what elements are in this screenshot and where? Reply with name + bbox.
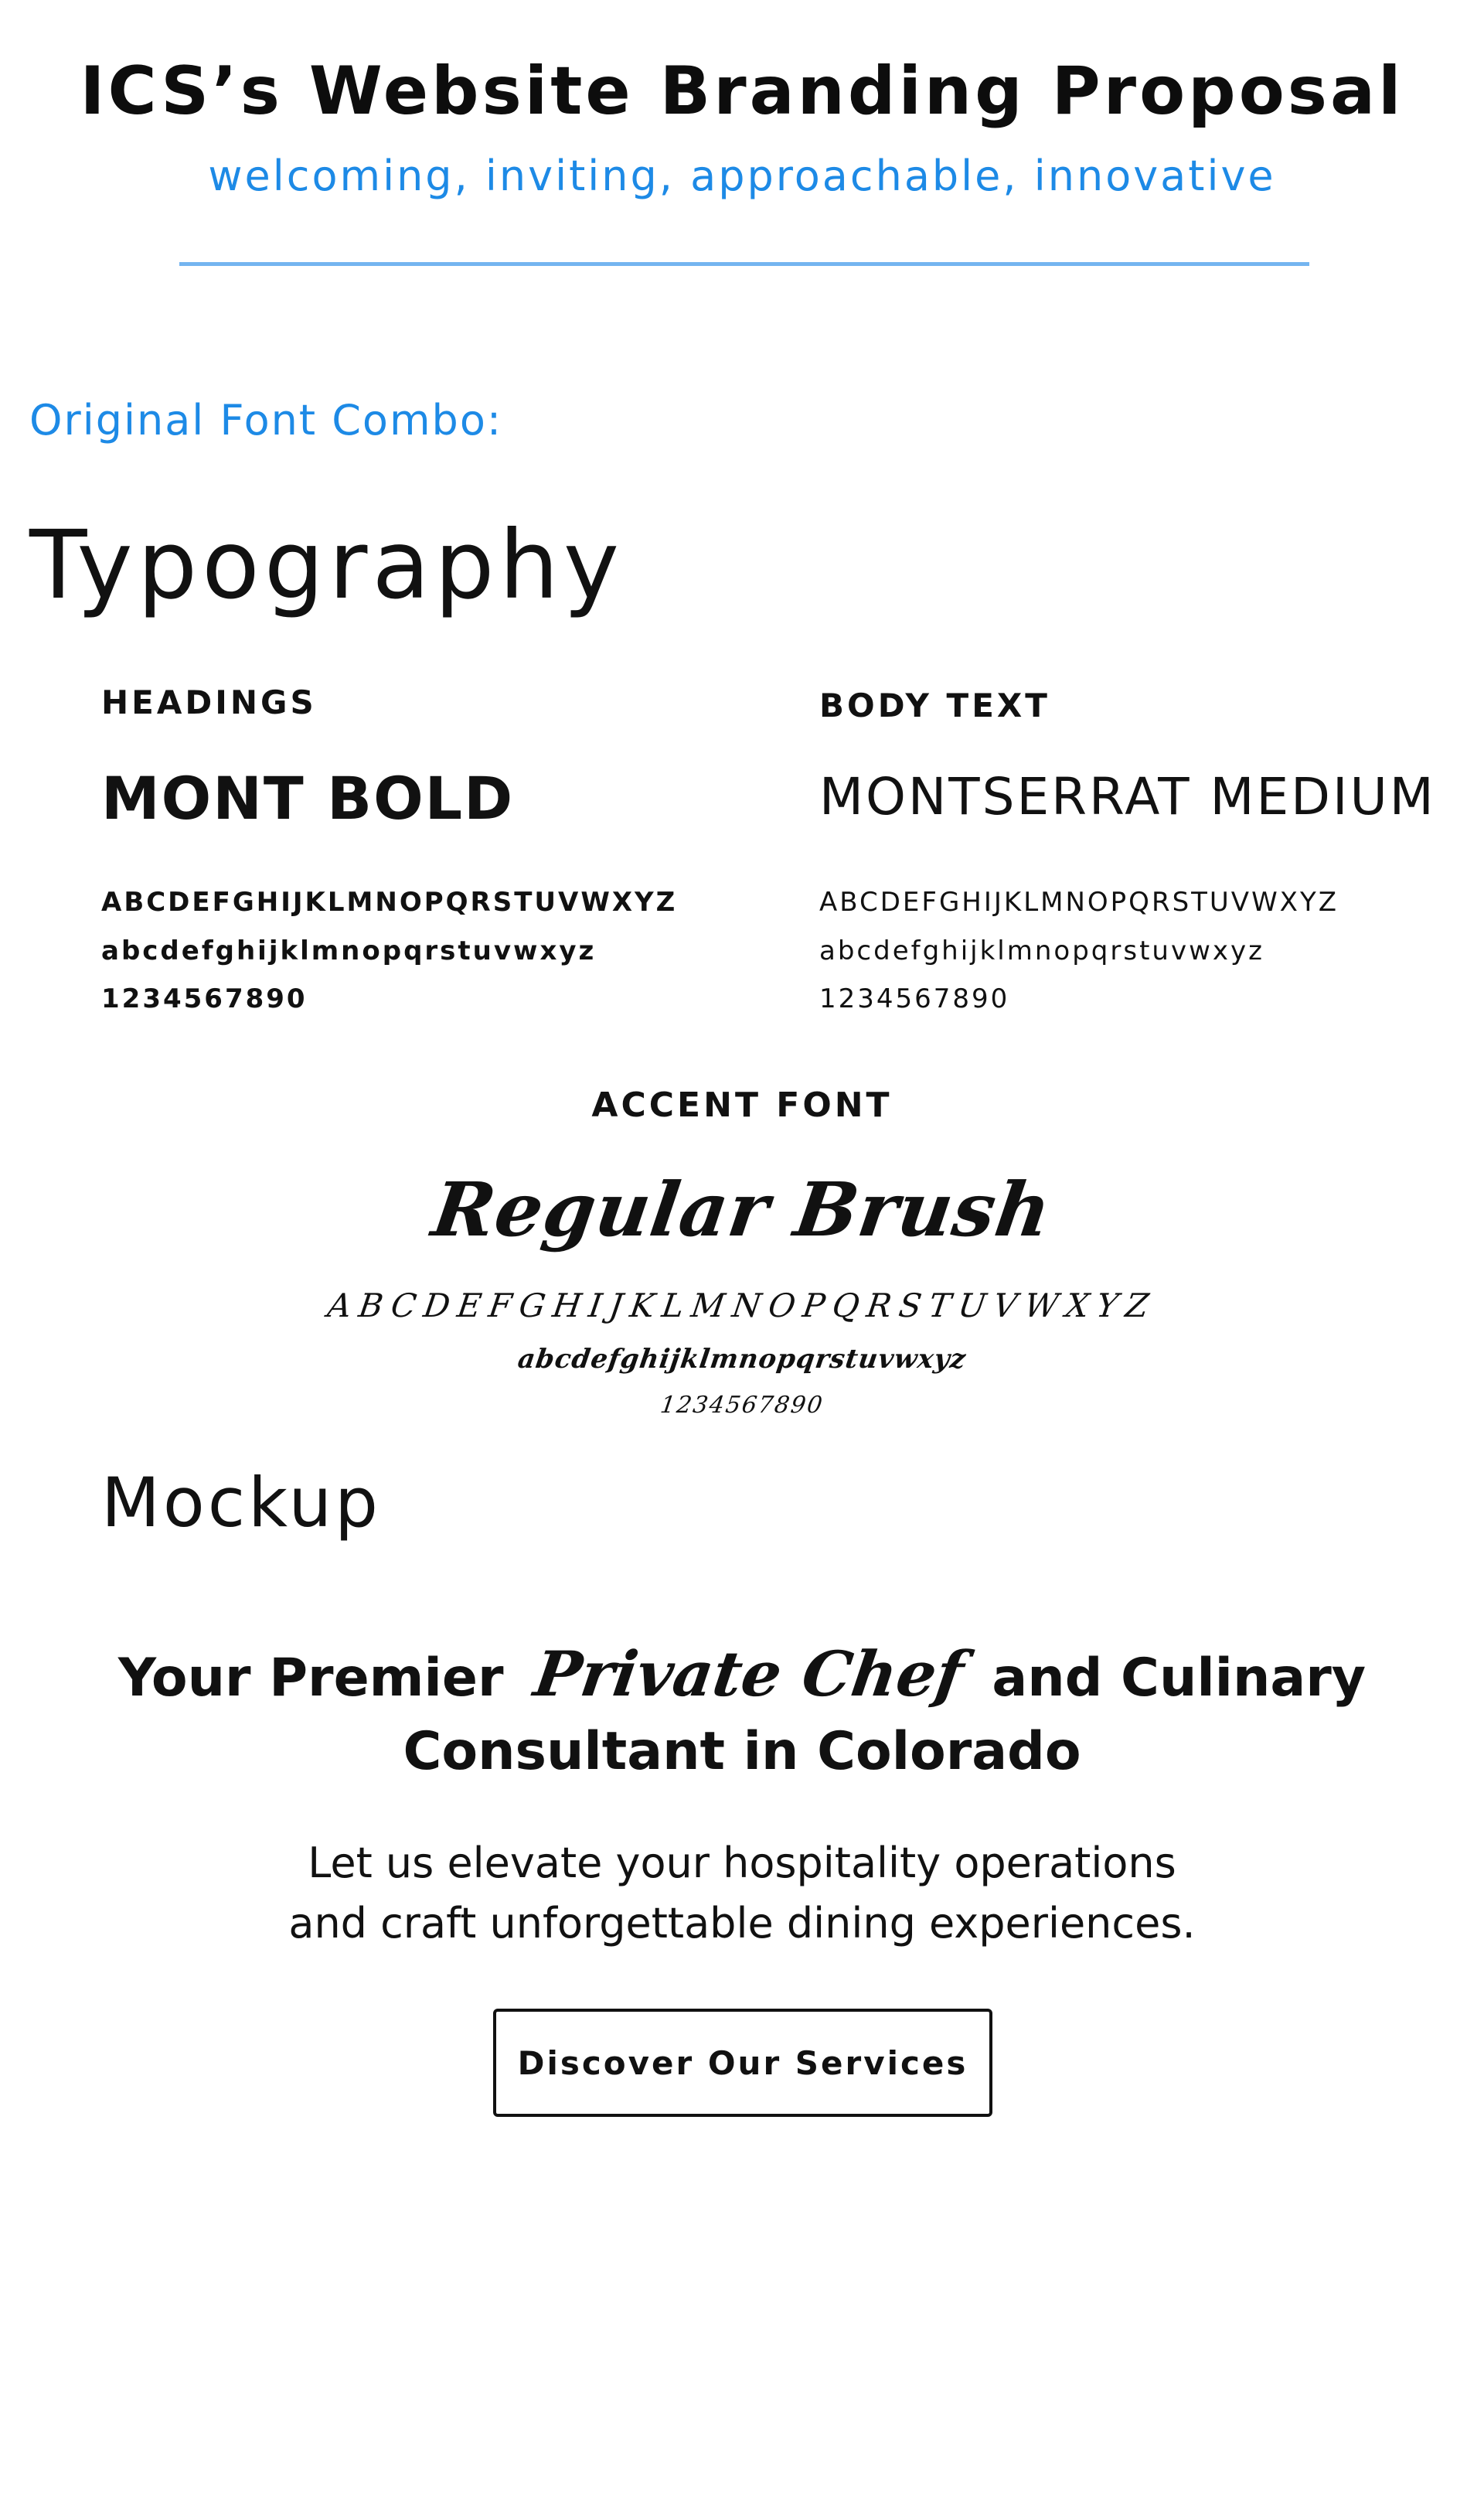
hero-subtext-line-2: and craft unforgettable dining experiences. (288, 1899, 1196, 1948)
hero-headline-line-2: Consultant in Colorado (403, 1721, 1081, 1782)
discover-services-button[interactable]: Discover Our Services (493, 2009, 992, 2117)
header-divider (179, 262, 1309, 266)
mockup-heading: Mockup (101, 1463, 382, 1542)
heading-font-sample: MONT BOLD (101, 764, 515, 833)
body-digit-glyphs: 1234567890 (819, 983, 1010, 1014)
accent-font-sample: Regular Brush (427, 1166, 1057, 1253)
hero-subtext-line-1: Let us elevate your hospitality operations (308, 1839, 1176, 1887)
headings-label: HEADINGS (101, 683, 317, 721)
accent-uppercase-glyphs: ABCDEFGHIJKLMNOPQRSTUVWXYZ (325, 1287, 1159, 1324)
font-combo-label: Original Font Combo: (29, 396, 503, 445)
heading-digit-glyphs: 1234567890 (101, 983, 308, 1014)
hero-headline-part-2: and Culinary (992, 1648, 1367, 1709)
accent-digit-glyphs: 1234567890 (659, 1392, 825, 1419)
accent-font-label: ACCENT FONT (591, 1086, 893, 1125)
body-lowercase-glyphs: abcdefghijklmnopqrstuvwxyz (819, 936, 1264, 966)
heading-uppercase-glyphs: ABCDEFGHIJKLMNOPQRSTUVWXYZ (101, 887, 678, 918)
page-title: ICS’s Website Branding Proposal (80, 53, 1404, 130)
heading-lowercase-glyphs: abcdefghijklmnopqrstuvwxyz (101, 936, 597, 966)
hero-headline-part-1: Your Premier (117, 1648, 504, 1709)
page-subtitle: welcoming, inviting, approachable, innovative (208, 152, 1276, 200)
hero-headline-line-1 (0, 1638, 1484, 1710)
body-text-label: BODY TEXT (819, 687, 1050, 724)
accent-lowercase-glyphs: abcdefghijklmnopqrstuvwxyz (516, 1344, 968, 1375)
body-uppercase-glyphs: ABCDEFGHIJKLMNOPQRSTUVWXYZ (819, 887, 1339, 918)
hero-accent-text: Private Chef (529, 1638, 968, 1710)
body-font-sample: MONTSERRAT MEDIUM (819, 767, 1436, 826)
typography-heading: Typography (29, 510, 625, 620)
